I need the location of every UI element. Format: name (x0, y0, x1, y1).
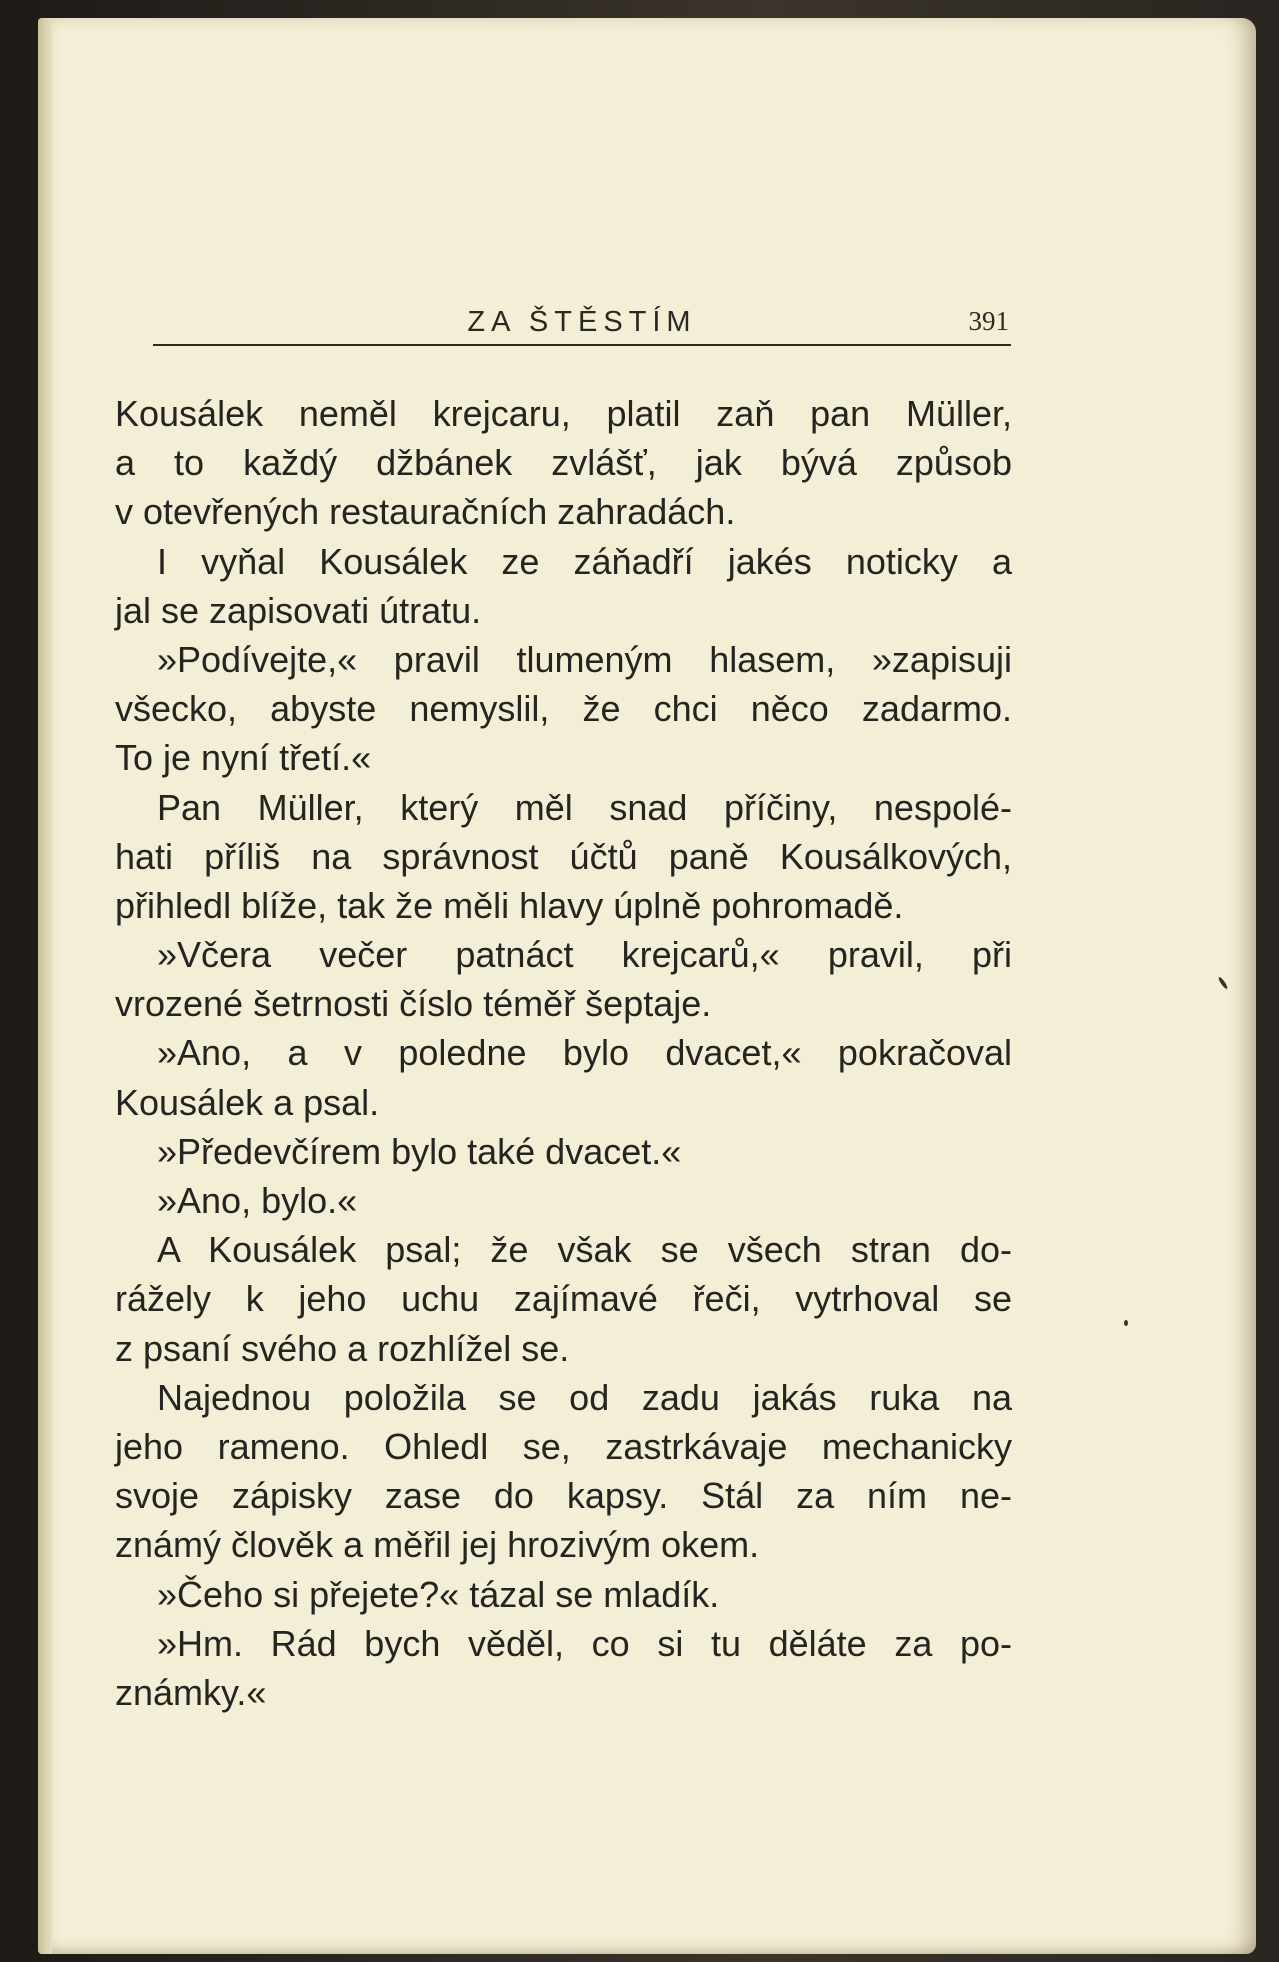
text-line: svoje zápisky zase do kapsy. Stál za ním ne- (115, 1475, 1012, 1517)
text-line: Pan Müller, který měl snad příčiny, nespolé- (157, 786, 1012, 828)
text-line: Kousálek a psal. (115, 1081, 380, 1123)
text-line: »Ano, bylo.« (157, 1180, 358, 1221)
text-line: v otevřených restauračních zahradách. (115, 491, 736, 533)
ink-speck (1124, 1320, 1128, 1326)
text-line: »Ano, a v poledne bylo dvacet,« pokračoval (157, 1032, 1012, 1074)
running-header (153, 304, 1011, 346)
text-line: vrozené šetrnosti číslo téměř šeptaje. (115, 983, 712, 1025)
text-line: rážely k jeho uchu zajímavé řeči, vytrhoval se (115, 1278, 1012, 1320)
text-line: To je nyní třetí.« (115, 737, 372, 779)
page-gutter (38, 18, 52, 1954)
text-line: A Kousálek psal; že však se všech stran do- (157, 1229, 1012, 1271)
text-line: a to každý džbánek zvlášť, jak bývá způsob (115, 442, 1012, 484)
text-line: známý člověk a měřil jej hrozivým okem. (115, 1524, 760, 1566)
text-line: jal se zapisovati útratu. (115, 589, 482, 631)
body-text (115, 389, 1012, 1717)
text-line: všecko, abyste nemyslil, že chci něco zadarmo. (115, 688, 1012, 730)
text-line: »Hm. Rád bych věděl, co si tu děláte za po- (157, 1622, 1012, 1664)
text-line: Najednou položila se od zadu jakás ruka na (157, 1376, 1012, 1418)
text-line: z psaní svého a rozhlížel se. (115, 1327, 570, 1369)
text-line: »Včera večer patnáct krejcarů,« pravil, při (157, 934, 1012, 976)
text-line: známky.« (115, 1671, 267, 1713)
text-line: »Čeho si přejete?« tázal se mladík. (157, 1573, 720, 1615)
running-title: ZA ŠTĚSTÍM (467, 306, 697, 338)
text-line: hati příliš na správnost účtů paně Kousálkových, (115, 835, 1012, 877)
text-line: I vyňal Kousálek ze záňadří jakés noticky a (157, 540, 1012, 582)
page-number: 391 (968, 306, 1009, 336)
ink-speck (1217, 976, 1228, 990)
text-line: »Předevčírem bylo také dvacet.« (157, 1130, 682, 1172)
text-line: jeho rameno. Ohledl se, zastrkávaje mechanicky (115, 1425, 1012, 1467)
text-line: Kousálek neměl krejcaru, platil zaň pan Müller, (115, 393, 1012, 434)
text-line: »Podívejte,« pravil tlumeným hlasem, »zapisuji (157, 638, 1012, 680)
text-line: přihledl blíže, tak že měli hlavy úplně pohromadě. (115, 884, 904, 926)
